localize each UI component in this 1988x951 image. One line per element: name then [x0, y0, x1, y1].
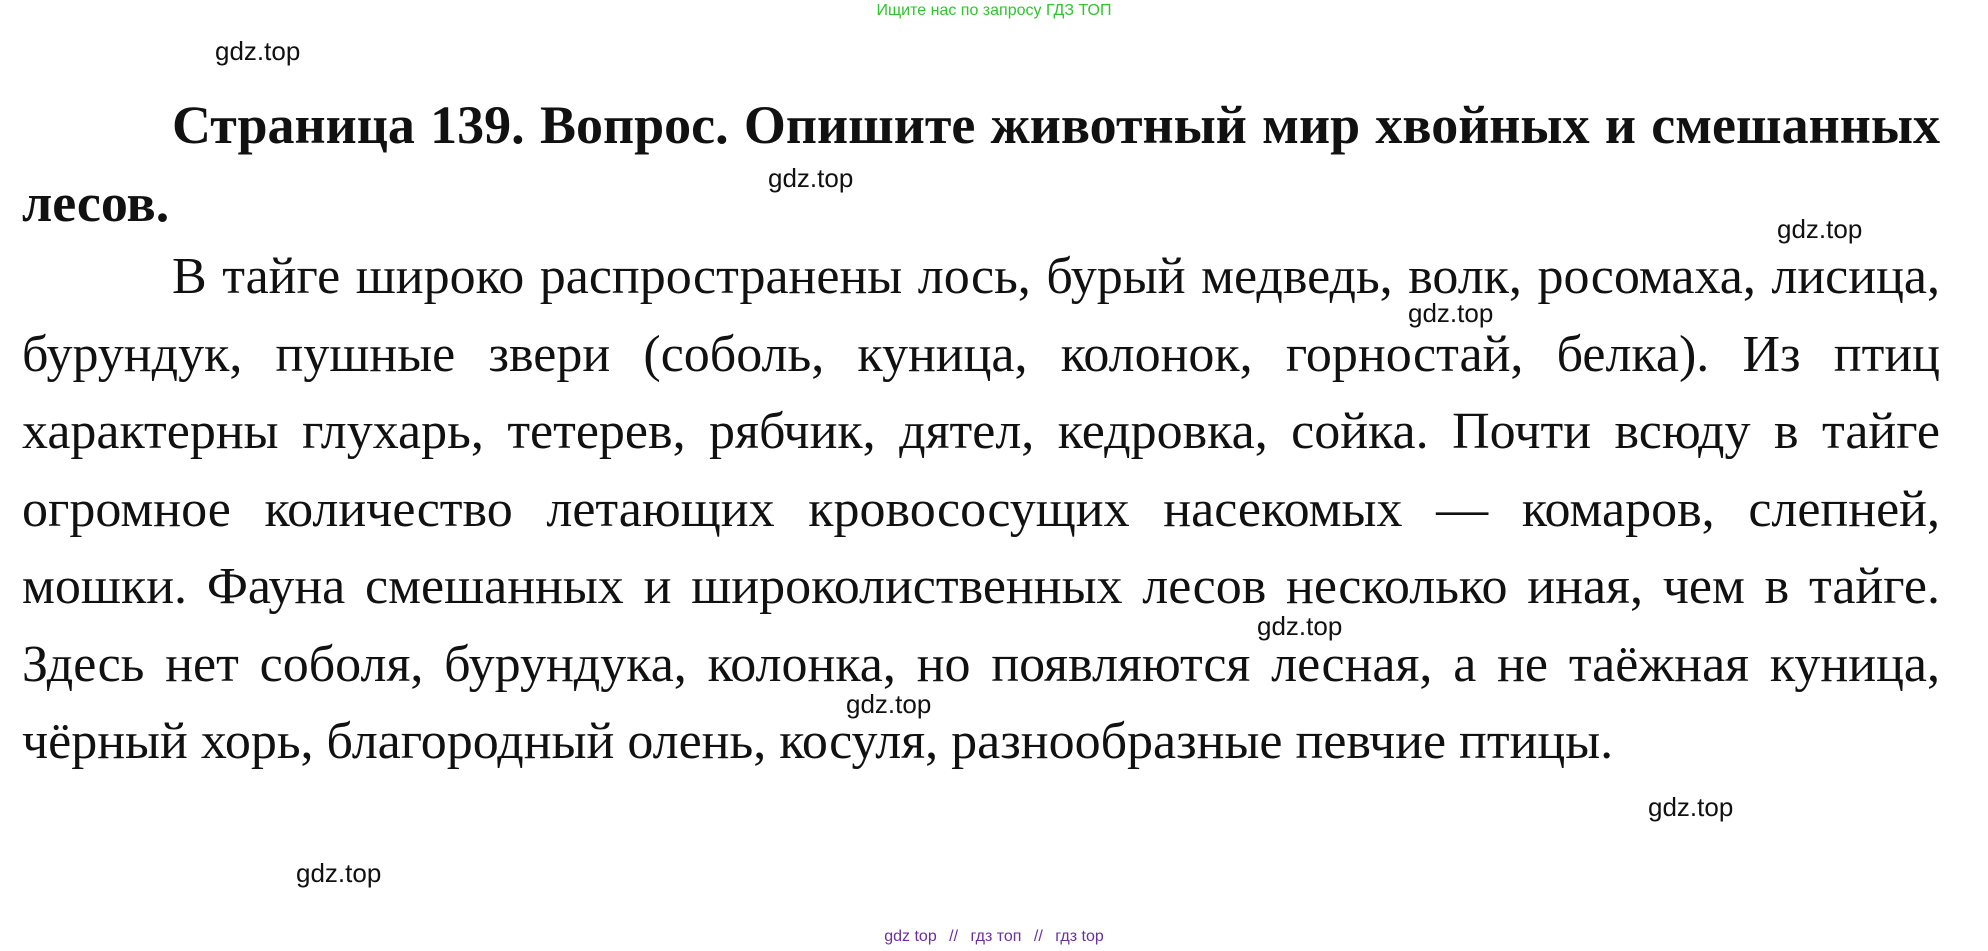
- watermark: gdz.top: [768, 163, 854, 193]
- bottom-link-gdz-top-mixed[interactable]: гдз top: [1055, 928, 1104, 945]
- bottom-link-gdz-top[interactable]: gdz top: [884, 928, 937, 945]
- bottom-link-gdz-top-ru[interactable]: гдз топ: [970, 928, 1022, 945]
- bottom-links: [0, 928, 1988, 946]
- watermark: gdz.top: [1408, 298, 1494, 328]
- watermark: gdz.top: [1257, 611, 1343, 641]
- watermark: gdz.top: [1648, 792, 1734, 822]
- watermark: gdz.top: [215, 36, 301, 66]
- watermark: gdz.top: [1777, 214, 1863, 244]
- answer-text: В тайге широко распространены лось, бурый медведь, волк, росомаха, лисица, бурундук, пушные звери (соболь, куница, колонок, горностай, белка). Из птиц характерны глухарь, тетерев, рябчик, дятел, кедровка, сойка. Почти всюду в тайге огромное количество летающих кровососущих насекомых — комаров, слепней, мошки. Фауна смешанных и широколиственных лесов несколько иная, чем в тайге. Здесь нет соболя, бурундука, колонка, но появляются лесная, а не таёжная куница, чёрный хорь, благородный олень, косуля, разнообразные певчие птицы.: [22, 248, 1940, 770]
- watermark: gdz.top: [846, 689, 932, 719]
- question-heading: Страница 139. Вопрос. Опишите животный мир хвойных и смешанных лесов.: [22, 95, 1940, 233]
- watermark: gdz.top: [296, 858, 382, 888]
- top-banner[interactable]: Ищите нас по запросу ГДЗ ТОП: [876, 2, 1112, 19]
- link-separator: //: [1033, 928, 1043, 945]
- link-separator: //: [949, 928, 959, 945]
